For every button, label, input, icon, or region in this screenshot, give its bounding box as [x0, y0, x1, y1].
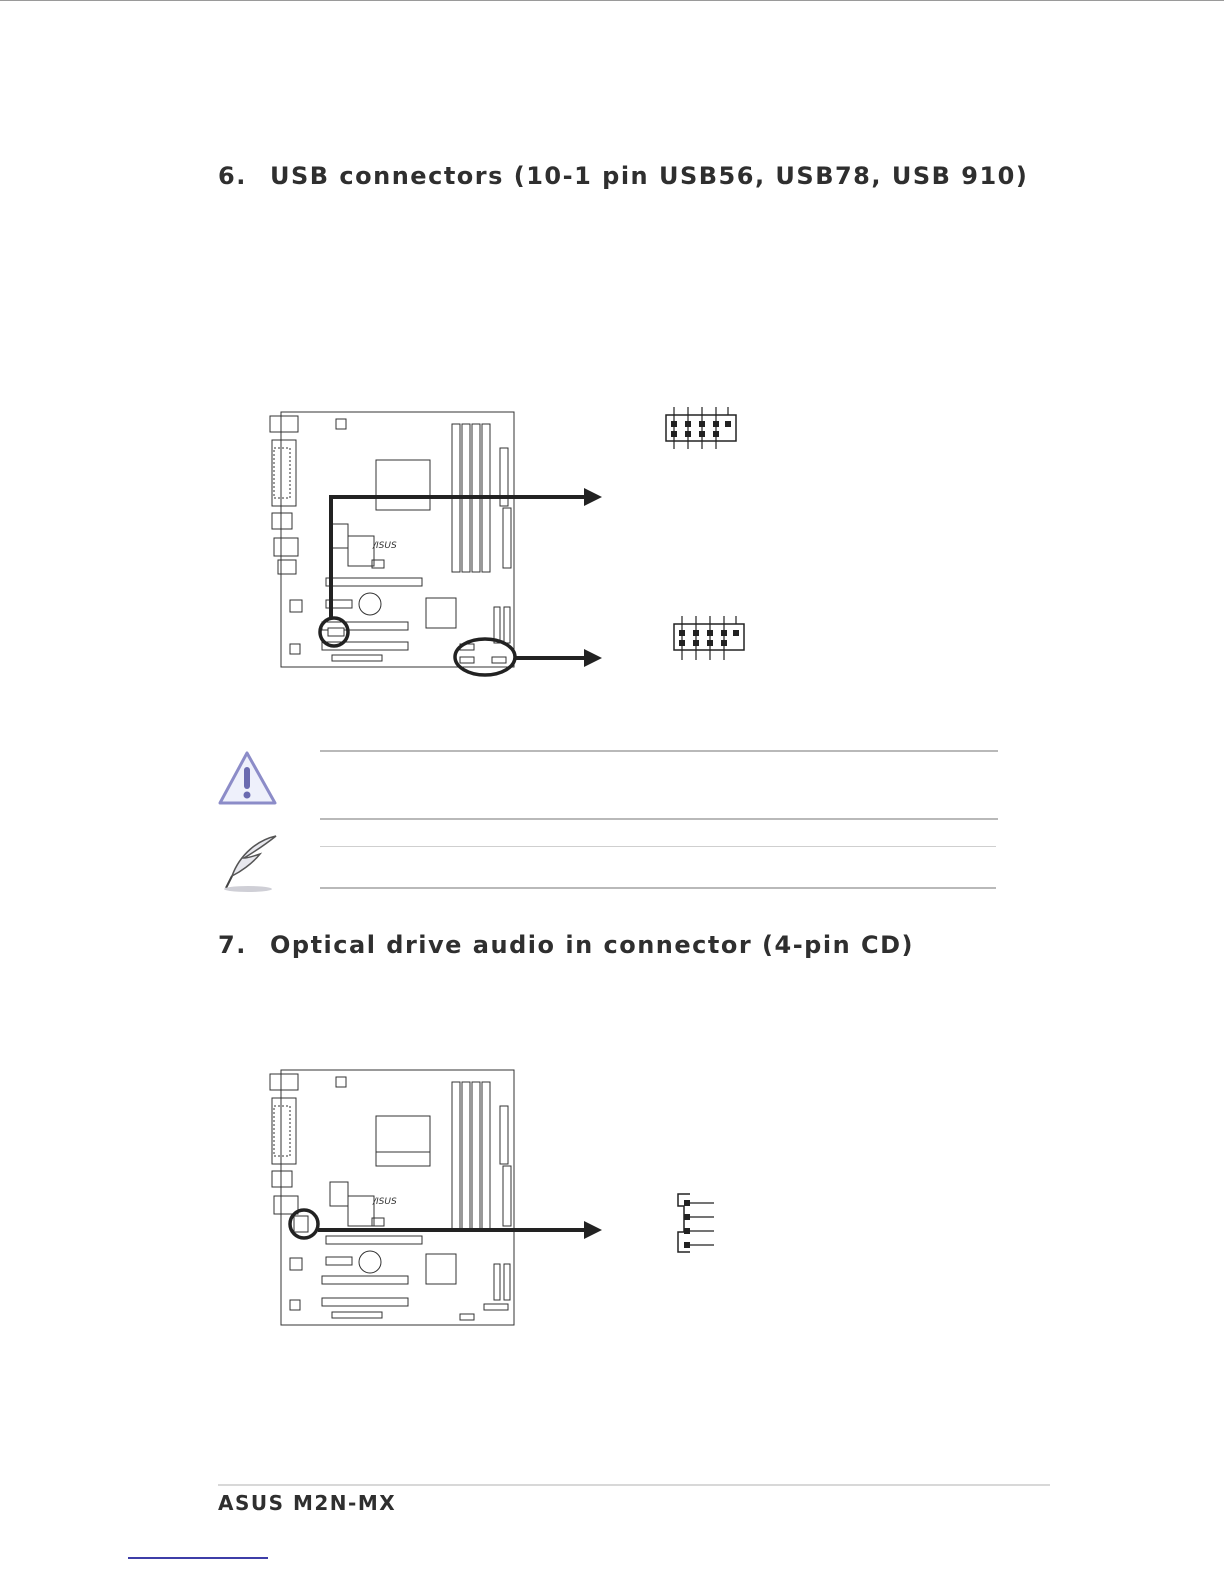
- section-title: USB connectors (10-1 pin USB56, USB78, USB 910): [270, 162, 1029, 190]
- leader-line-upper: [331, 497, 585, 618]
- bottom-link-underline: [128, 1557, 268, 1559]
- section-heading-cd: [218, 931, 914, 959]
- board-outline: [281, 1070, 514, 1325]
- cd-motherboard-diagram: [260, 1060, 620, 1332]
- footer-rule: [218, 1484, 1050, 1486]
- usb-motherboard-diagram: [260, 400, 620, 710]
- section-number: 7.: [218, 931, 247, 959]
- board-outline: [281, 412, 514, 667]
- usb-pinout-bottom: [668, 612, 758, 664]
- section-title: Optical drive audio in connector (4-pin CD): [270, 931, 915, 959]
- usb-pinout-top: [660, 405, 750, 455]
- note-quill-icon: [218, 832, 282, 894]
- board-logo: /ISUS: [373, 1197, 397, 1207]
- section-heading-usb: [218, 162, 1028, 190]
- page-top-rule: [0, 0, 1224, 1]
- board-logo: /ISUS: [373, 541, 397, 551]
- caution-bottom-rule: [320, 818, 998, 820]
- section-number: 6.: [218, 162, 247, 190]
- note-top-rule: [320, 846, 996, 847]
- caution-top-rule: [320, 750, 998, 752]
- caution-icon: [218, 750, 280, 808]
- cd-pinout: [670, 1188, 720, 1258]
- note-bottom-rule: [320, 887, 996, 889]
- footer-title: ASUS M2N-MX: [218, 1491, 397, 1515]
